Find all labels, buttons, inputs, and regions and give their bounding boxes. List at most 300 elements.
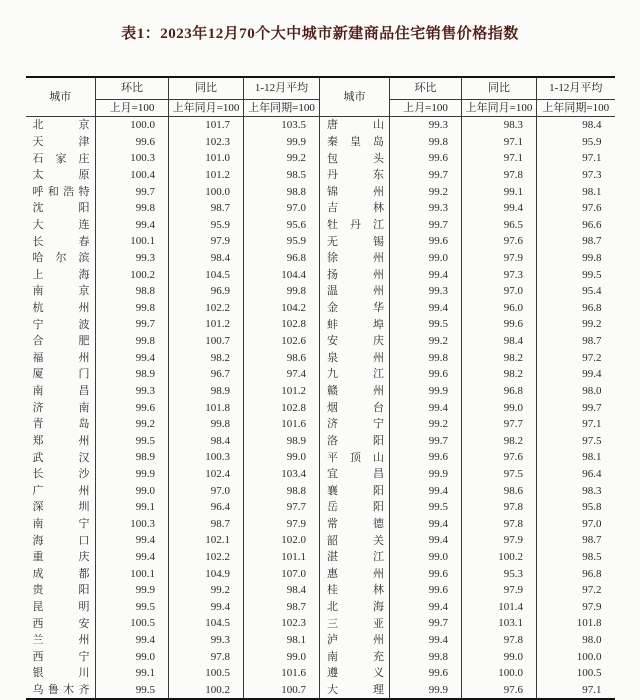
value-cell: 98.8 (244, 482, 320, 499)
value-cell: 99.6 (390, 366, 462, 383)
value-cell: 96.7 (169, 366, 244, 383)
value-cell: 98.5 (244, 167, 320, 184)
city-cell (320, 516, 390, 533)
value-cell: 99.5 (96, 599, 169, 616)
value-cell: 97.5 (582, 434, 602, 447)
value-cell: 99.4 (96, 350, 169, 367)
city-name: 呼 和 浩 特 (32, 185, 90, 198)
city-cell (320, 582, 390, 599)
value-cell: 101.2 (244, 383, 320, 400)
value-cell: 98.9 (96, 449, 169, 466)
city-name: 沈 阳 (32, 202, 90, 215)
value-cell: 99.8 (390, 134, 462, 151)
city-cell (320, 416, 390, 433)
value-cell: 99.8 (582, 252, 602, 265)
value-cell: 99.9 (96, 582, 169, 599)
col-header-yoy-left: 同比 (169, 77, 244, 100)
city-cell (26, 117, 96, 134)
value-cell: 99.9 (390, 466, 462, 483)
value-cell: 99.7 (390, 433, 462, 450)
value-cell: 100.0 (169, 183, 244, 200)
value-cell: 99.2 (169, 582, 244, 599)
city-name: 上 海 (32, 268, 90, 281)
city-cell (320, 383, 390, 400)
value-cell: 102.1 (169, 532, 244, 549)
city-cell (26, 266, 96, 283)
value-cell: 101.8 (576, 617, 602, 630)
table-row (26, 366, 615, 383)
value-cell: 100.2 (462, 549, 537, 566)
value-cell: 95.9 (244, 233, 320, 250)
city-cell (320, 333, 390, 350)
city-name: 北 海 (327, 600, 384, 613)
value-cell: 95.9 (169, 217, 244, 234)
city-cell (26, 283, 96, 300)
city-cell (26, 233, 96, 250)
value-cell: 99.3 (169, 632, 244, 649)
city-cell (320, 250, 390, 267)
city-cell (26, 150, 96, 167)
value-cell: 100.7 (169, 333, 244, 350)
value-cell: 104.5 (169, 266, 244, 283)
city-cell (26, 250, 96, 267)
table-row (26, 300, 615, 317)
city-name: 兰 州 (32, 634, 90, 647)
city-name: 济 南 (32, 401, 90, 414)
value-cell: 99.7 (96, 183, 169, 200)
value-cell: 96.9 (169, 283, 244, 300)
city-cell (320, 499, 390, 516)
value-cell: 102.4 (169, 466, 244, 483)
value-cell: 98.0 (582, 634, 602, 647)
value-cell: 101.0 (169, 150, 244, 167)
value-cell: 102.6 (244, 333, 320, 350)
city-cell (26, 532, 96, 549)
value-cell: 99.8 (96, 300, 169, 317)
value-cell: 100.2 (169, 682, 244, 700)
value-cell: 97.4 (244, 366, 320, 383)
value-cell: 97.9 (244, 516, 320, 533)
value-cell: 99.3 (96, 250, 169, 267)
city-name: 唐 山 (327, 119, 384, 132)
city-name: 海 口 (32, 534, 90, 547)
value-cell: 99.4 (390, 632, 462, 649)
city-cell (26, 499, 96, 516)
value-cell: 101.2 (169, 316, 244, 333)
value-cell: 98.4 (582, 119, 602, 132)
value-cell: 100.5 (96, 615, 169, 632)
table-row (26, 549, 615, 566)
city-name: 济 宁 (327, 418, 384, 431)
value-cell: 99.7 (390, 217, 462, 234)
value-cell: 98.2 (462, 366, 537, 383)
value-cell: 99.1 (96, 665, 169, 682)
city-name: 韶 关 (327, 534, 384, 547)
city-name: 无 锡 (327, 235, 384, 248)
value-cell: 98.3 (462, 117, 537, 134)
header-row-top (26, 77, 615, 100)
value-cell: 98.7 (582, 335, 602, 348)
value-cell: 99.4 (390, 516, 462, 533)
value-cell: 107.0 (244, 565, 320, 582)
value-cell: 100.3 (96, 516, 169, 533)
city-cell (320, 266, 390, 283)
city-name: 惠 州 (327, 567, 384, 580)
city-name: 丹 东 (327, 169, 384, 182)
city-name: 扬 州 (327, 268, 384, 281)
value-cell: 98.9 (169, 383, 244, 400)
value-cell: 99.3 (390, 117, 462, 134)
col-header-mom-right: 环比 (390, 77, 462, 100)
city-cell (26, 549, 96, 566)
value-cell: 100.0 (96, 117, 169, 134)
value-cell: 95.4 (582, 285, 602, 298)
city-name: 锦 州 (327, 185, 384, 198)
city-name: 杭 州 (32, 302, 90, 315)
value-cell: 97.3 (462, 266, 537, 283)
value-cell: 99.1 (96, 499, 169, 516)
city-cell (320, 532, 390, 549)
value-cell: 104.5 (169, 615, 244, 632)
value-cell: 96.4 (169, 499, 244, 516)
value-cell: 99.9 (96, 466, 169, 483)
value-cell: 99.8 (96, 200, 169, 217)
city-cell (26, 217, 96, 234)
city-cell (320, 599, 390, 616)
value-cell: 99.9 (244, 134, 320, 151)
value-cell: 97.1 (462, 150, 537, 167)
value-cell: 97.8 (462, 632, 537, 649)
city-name: 平 顶 山 (327, 451, 384, 464)
city-cell (320, 183, 390, 200)
city-cell (26, 599, 96, 616)
value-cell: 99.6 (390, 582, 462, 599)
city-name: 岳 阳 (327, 501, 384, 514)
city-cell (26, 200, 96, 217)
city-cell (320, 466, 390, 483)
value-cell: 98.4 (169, 250, 244, 267)
value-cell: 100.5 (169, 665, 244, 682)
value-cell: 97.0 (462, 283, 537, 300)
city-name: 乌 鲁 木 齐 (32, 684, 90, 697)
table-row (26, 632, 615, 649)
value-cell: 99.0 (390, 549, 462, 566)
value-cell: 97.2 (582, 584, 602, 597)
city-name: 西 安 (32, 617, 90, 630)
table-row (26, 449, 615, 466)
value-cell: 98.1 (582, 451, 602, 464)
city-name: 吉 林 (327, 202, 384, 215)
table-row (26, 233, 615, 250)
value-cell: 99.5 (96, 433, 169, 450)
table-body (26, 117, 615, 700)
value-cell: 103.5 (244, 117, 320, 134)
city-cell (320, 134, 390, 151)
value-cell: 103.4 (244, 466, 320, 483)
value-cell: 99.0 (96, 649, 169, 666)
city-name: 广 州 (32, 484, 90, 497)
city-name: 西 宁 (32, 650, 90, 663)
city-name: 北 京 (32, 119, 90, 132)
city-cell (26, 134, 96, 151)
value-cell: 99.0 (390, 250, 462, 267)
city-name: 南 昌 (32, 385, 90, 398)
table-row (26, 250, 615, 267)
value-cell: 99.0 (462, 649, 537, 666)
value-cell: 99.4 (390, 482, 462, 499)
price-index-table (26, 76, 615, 700)
city-name: 厦 门 (32, 368, 90, 381)
value-cell: 99.4 (96, 632, 169, 649)
table-row (26, 350, 615, 367)
value-cell: 98.7 (582, 534, 602, 547)
city-name: 大 理 (327, 684, 384, 697)
value-cell: 97.6 (462, 449, 537, 466)
city-cell (320, 399, 390, 416)
city-cell (26, 183, 96, 200)
value-cell: 97.8 (169, 649, 244, 666)
value-cell: 97.0 (244, 200, 320, 217)
table-row (26, 416, 615, 433)
city-cell (320, 632, 390, 649)
value-cell: 99.8 (244, 283, 320, 300)
col-header-yoy-right: 同比 (462, 77, 537, 100)
city-cell (26, 615, 96, 632)
value-cell: 99.0 (462, 399, 537, 416)
table-header (26, 77, 615, 117)
value-cell: 99.4 (390, 399, 462, 416)
value-cell: 101.6 (244, 665, 320, 682)
value-cell: 99.4 (390, 599, 462, 616)
value-cell: 102.8 (244, 399, 320, 416)
value-cell: 97.9 (582, 600, 602, 613)
value-cell: 99.2 (390, 416, 462, 433)
value-cell: 98.4 (169, 433, 244, 450)
table-row (26, 665, 615, 682)
city-cell (320, 233, 390, 250)
value-cell: 100.7 (244, 682, 320, 700)
city-name: 赣 州 (327, 385, 384, 398)
city-name: 南 充 (327, 650, 384, 663)
city-cell (320, 482, 390, 499)
value-cell: 96.8 (244, 250, 320, 267)
value-cell: 98.9 (96, 366, 169, 383)
value-cell: 98.6 (462, 482, 537, 499)
city-cell (26, 449, 96, 466)
table-row (26, 217, 615, 234)
value-cell: 99.8 (96, 333, 169, 350)
table-row (26, 383, 615, 400)
table-row (26, 399, 615, 416)
city-cell (320, 217, 390, 234)
table-row (26, 615, 615, 632)
value-cell: 99.3 (390, 200, 462, 217)
value-cell: 101.8 (169, 399, 244, 416)
subheader-mom-base-left: 上月=100 (96, 100, 169, 117)
city-cell (26, 582, 96, 599)
value-cell: 98.9 (244, 433, 320, 450)
city-name: 宜 昌 (327, 468, 384, 481)
value-cell: 99.0 (96, 482, 169, 499)
city-cell (320, 167, 390, 184)
table-row (26, 183, 615, 200)
value-cell: 99.5 (582, 268, 602, 281)
value-cell: 96.5 (462, 217, 537, 234)
value-cell: 99.7 (96, 316, 169, 333)
value-cell: 98.7 (169, 200, 244, 217)
value-cell: 99.3 (390, 283, 462, 300)
value-cell: 102.0 (244, 532, 320, 549)
value-cell: 99.2 (582, 318, 602, 331)
value-cell: 97.6 (462, 233, 537, 250)
value-cell: 98.2 (462, 350, 537, 367)
value-cell: 95.8 (582, 501, 602, 514)
value-cell: 97.8 (462, 499, 537, 516)
value-cell: 99.4 (390, 532, 462, 549)
value-cell: 99.4 (96, 217, 169, 234)
value-cell: 98.0 (582, 384, 602, 397)
city-name: 洛 阳 (327, 434, 384, 447)
value-cell: 99.0 (244, 649, 320, 666)
city-cell (26, 665, 96, 682)
value-cell: 99.9 (390, 383, 462, 400)
value-cell: 99.4 (462, 200, 537, 217)
city-name: 武 汉 (32, 451, 90, 464)
city-cell (320, 615, 390, 632)
value-cell: 99.8 (390, 350, 462, 367)
subheader-yoy-base-left: 上年同月=100 (169, 100, 244, 117)
value-cell: 98.1 (582, 185, 602, 198)
table-row (26, 266, 615, 283)
value-cell: 97.8 (462, 516, 537, 533)
value-cell: 99.6 (462, 316, 537, 333)
value-cell: 99.2 (390, 183, 462, 200)
col-header-city-right: 城市 (320, 77, 390, 117)
value-cell: 99.4 (96, 532, 169, 549)
table-row (26, 333, 615, 350)
city-name: 昆 明 (32, 600, 90, 613)
value-cell: 98.1 (244, 632, 320, 649)
value-cell: 98.5 (582, 551, 602, 563)
value-cell: 97.9 (462, 532, 537, 549)
city-name: 长 春 (32, 235, 90, 248)
city-cell (26, 350, 96, 367)
city-cell (320, 682, 390, 700)
city-cell (320, 150, 390, 167)
city-name: 长 沙 (32, 468, 90, 481)
table-row (26, 482, 615, 499)
table-row (26, 433, 615, 450)
value-cell: 100.0 (576, 650, 602, 663)
city-cell (320, 200, 390, 217)
value-cell: 104.4 (244, 266, 320, 283)
city-cell (26, 682, 96, 700)
city-name: 蚌 埠 (327, 318, 384, 331)
value-cell: 101.4 (462, 599, 537, 616)
col-header-avg-right: 1-12月平均 (537, 77, 615, 100)
value-cell: 96.6 (582, 218, 602, 231)
table-row (26, 150, 615, 167)
value-cell: 97.1 (582, 683, 602, 696)
subheader-yoy-base-right: 上年同月=100 (462, 100, 537, 117)
city-cell (26, 516, 96, 533)
value-cell: 96.4 (582, 467, 602, 480)
city-cell (320, 350, 390, 367)
value-cell: 98.6 (244, 350, 320, 367)
value-cell: 101.2 (169, 167, 244, 184)
table-row (26, 316, 615, 333)
city-name: 安 庆 (327, 335, 384, 348)
value-cell: 98.3 (582, 484, 602, 497)
value-cell: 97.9 (462, 250, 537, 267)
value-cell: 99.1 (462, 183, 537, 200)
value-cell: 97.9 (462, 582, 537, 599)
city-name: 重 庆 (32, 551, 90, 564)
city-cell (320, 283, 390, 300)
value-cell: 100.2 (96, 266, 169, 283)
city-name: 青 岛 (32, 418, 90, 431)
col-header-city-left: 城市 (26, 77, 96, 117)
value-cell: 103.1 (462, 615, 537, 632)
value-cell: 96.8 (582, 301, 602, 314)
city-name: 桂 林 (327, 584, 384, 597)
value-cell: 100.3 (96, 150, 169, 167)
city-name: 天 津 (32, 135, 90, 148)
city-name: 成 都 (32, 567, 90, 580)
value-cell: 97.3 (582, 168, 602, 181)
city-name: 泸 州 (327, 634, 384, 647)
value-cell: 99.5 (390, 316, 462, 333)
city-cell (26, 316, 96, 333)
value-cell: 99.2 (244, 150, 320, 167)
value-cell: 100.1 (96, 565, 169, 582)
value-cell: 104.2 (244, 300, 320, 317)
city-name: 宁 波 (32, 318, 90, 331)
city-cell (320, 117, 390, 134)
value-cell: 99.6 (96, 399, 169, 416)
value-cell: 97.0 (582, 517, 602, 530)
city-cell (26, 399, 96, 416)
value-cell: 99.6 (390, 449, 462, 466)
value-cell: 99.4 (582, 368, 602, 381)
subheader-avg-base-right: 上年同期=100 (537, 100, 615, 117)
city-name: 银 川 (32, 667, 90, 680)
city-cell (26, 433, 96, 450)
value-cell: 97.9 (169, 233, 244, 250)
city-cell (26, 466, 96, 483)
city-name: 常 德 (327, 517, 384, 530)
value-cell: 97.1 (462, 134, 537, 151)
value-cell: 98.2 (169, 350, 244, 367)
value-cell: 98.8 (96, 283, 169, 300)
city-name: 贵 阳 (32, 584, 90, 597)
city-name: 秦 皇 岛 (327, 135, 384, 148)
value-cell: 98.4 (462, 333, 537, 350)
city-cell (320, 316, 390, 333)
city-cell (26, 167, 96, 184)
city-name: 襄 阳 (327, 484, 384, 497)
value-cell: 97.7 (462, 416, 537, 433)
city-name: 石 家 庄 (32, 152, 90, 165)
value-cell: 100.0 (462, 665, 537, 682)
value-cell: 101.7 (169, 117, 244, 134)
table-row (26, 134, 615, 151)
value-cell: 99.5 (390, 499, 462, 516)
page-title: 表1：2023年12月70个大中城市新建商品住宅销售价格指数 (121, 26, 519, 42)
value-cell: 97.0 (169, 482, 244, 499)
value-cell: 96.0 (462, 300, 537, 317)
city-name: 遵 义 (327, 667, 384, 680)
